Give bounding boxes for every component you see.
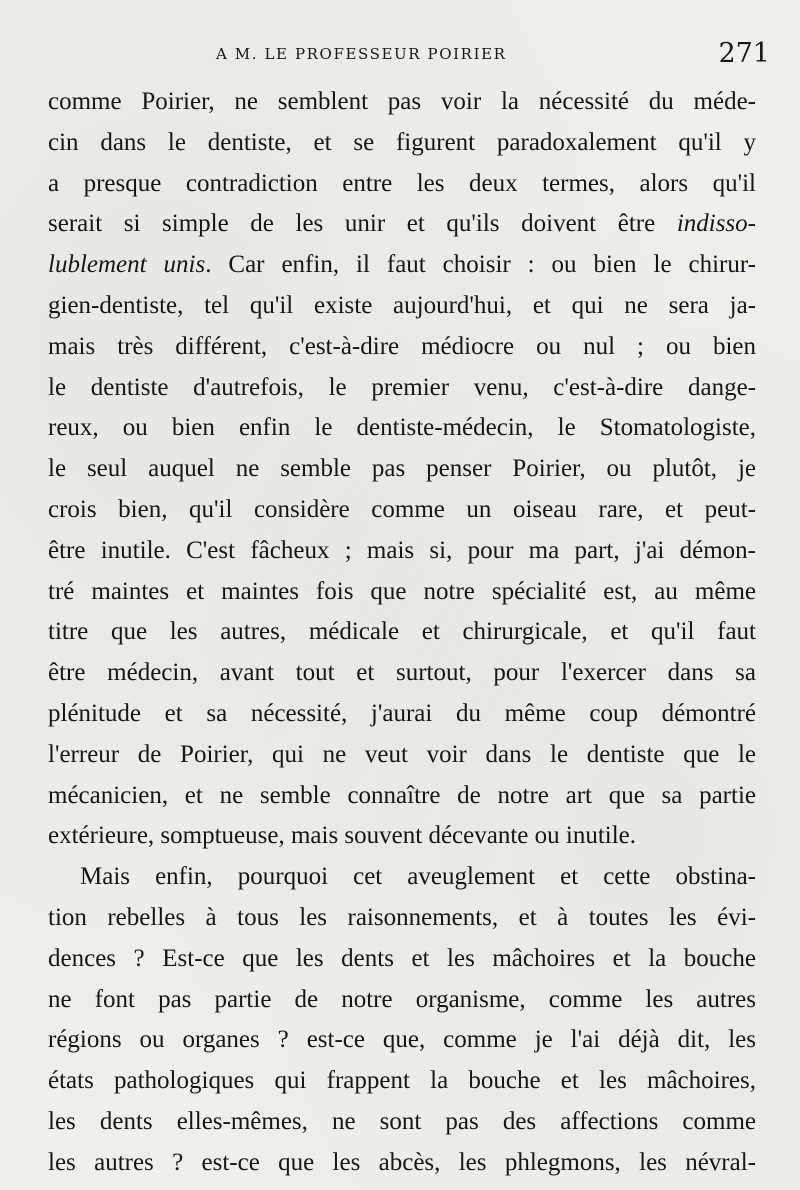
text-line	[48, 82, 756, 123]
text-run: tion rebelles à tous les raisonnements, et à toutes les évi-	[48, 903, 756, 931]
text-line	[48, 1020, 756, 1061]
text-line	[48, 735, 756, 776]
text-run: reux, ou bien enfin le dentiste-médecin, le Stomatologiste,	[48, 414, 756, 442]
text-run: gien-dentiste, tel qu'il existe aujourd'hui, et qui ne sera ja-	[48, 291, 756, 319]
text-line	[48, 939, 756, 980]
text-line	[48, 245, 756, 286]
text-run: a presque contradiction entre les deux termes, alors qu'il	[48, 169, 756, 197]
paragraph	[48, 857, 756, 1183]
page-number: 271	[718, 38, 770, 69]
text-line	[48, 572, 756, 613]
text-run: le dentiste d'autrefois, le premier venu, c'est-à-dire dange-	[48, 373, 756, 401]
text-run: mais très différent, c'est-à-dire médiocre ou nul ; ou bien	[48, 332, 756, 360]
text-run: Mais enfin, pourquoi cet aveuglement et cette obstina-	[80, 863, 756, 891]
italic-text: indisso-	[676, 210, 756, 238]
text-line	[48, 1102, 756, 1143]
text-run: régions ou organes ? est-ce que, comme je l'ai déjà dit, les	[48, 1026, 756, 1054]
text-run: être médecin, avant tout et surtout, pour l'exercer dans sa	[48, 659, 756, 687]
italic-text: lublement unis	[48, 251, 206, 279]
text-run: états pathologiques qui frappent la bouche et les mâchoires,	[48, 1067, 756, 1095]
text-run: mécanicien, et ne semble connaître de notre art que sa partie	[48, 781, 756, 809]
text-line	[48, 204, 756, 245]
text-line	[48, 898, 756, 939]
text-run: . Car enfin, il faut choisir : ou bien le chirur-	[205, 251, 757, 279]
text-line	[48, 164, 756, 205]
text-line	[48, 857, 756, 898]
text-line	[48, 286, 756, 327]
text-line	[48, 612, 756, 653]
text-run: être inutile. C'est fâcheux ; mais si, pour ma part, j'ai démon-	[48, 536, 756, 564]
text-run: comme Poirier, ne semblent pas voir la nécessité du méde-	[48, 88, 756, 115]
text-line	[48, 449, 756, 490]
text-line	[48, 1061, 756, 1102]
text-line	[48, 368, 756, 409]
text-run: crois bien, qu'il considère comme un oiseau rare, et peut-	[48, 495, 756, 523]
text-run: plénitude et sa nécessité, j'aurai du même coup démontré	[48, 699, 756, 727]
text-line	[48, 653, 756, 694]
text-line	[48, 490, 756, 531]
running-head	[0, 38, 800, 74]
text-run: le seul auquel ne semble pas penser Poirier, ou plutôt, je	[48, 455, 756, 483]
text-run: serait si simple de les unir et qu'ils doivent être	[48, 210, 677, 238]
text-run: les autres ? est-ce que les abcès, les phlegmons, les névral-	[48, 1148, 756, 1176]
text-run: ne font pas partie de notre organisme, comme les autres	[48, 985, 756, 1013]
text-line	[48, 980, 756, 1021]
text-line	[48, 1143, 756, 1184]
text-run: cin dans le dentiste, et se figurent paradoxalement qu'il y	[48, 128, 756, 156]
text-line	[48, 816, 756, 857]
paragraph	[48, 82, 756, 857]
body-text	[48, 82, 756, 1184]
text-line	[48, 776, 756, 817]
text-run: les dents elles-mêmes, ne sont pas des affections comme	[48, 1107, 756, 1135]
text-line	[48, 694, 756, 735]
text-line	[48, 123, 756, 164]
text-run: dences ? Est-ce que les dents et les mâchoires et la bouche	[48, 944, 756, 972]
text-run: tré maintes et maintes fois que notre spécialité est, au même	[48, 577, 756, 605]
text-line	[48, 327, 756, 368]
text-line	[48, 531, 756, 572]
running-title: A M. LE PROFESSEUR POIRIER	[216, 45, 507, 63]
text-run: l'erreur de Poirier, qui ne veut voir dans le dentiste que le	[48, 740, 756, 768]
text-run: titre que les autres, médicale et chirurgicale, et qu'il faut	[48, 618, 756, 646]
text-line	[48, 408, 756, 449]
text-run: extérieure, somptueuse, mais souvent décevante ou inutile.	[48, 822, 637, 850]
